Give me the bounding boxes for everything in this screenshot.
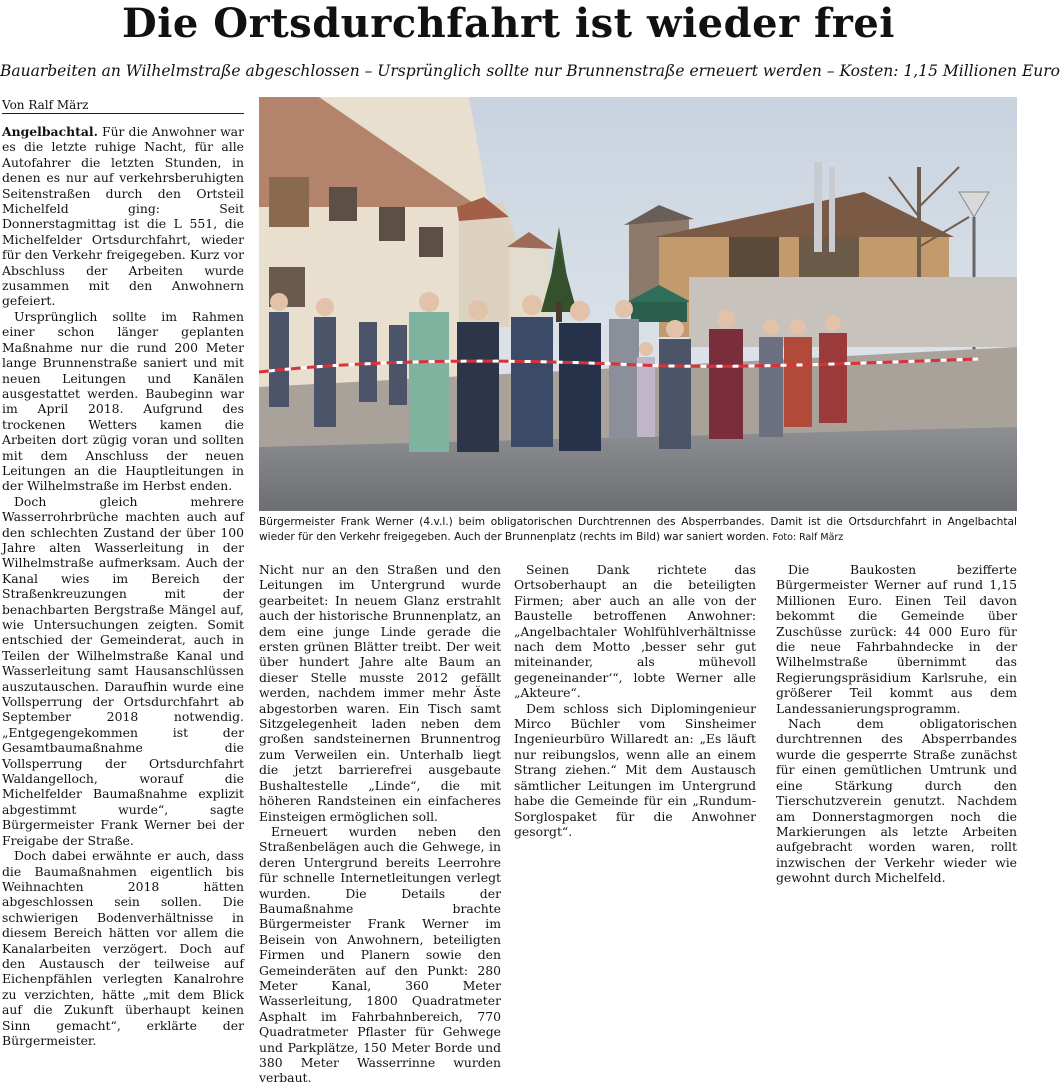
article-paragraph: Die Baukosten bezifferte Bürgermeister Werner auf rund 1,15 Millionen Euro. Einen Teil davon bekommt die Gemeinde über Zuschüsse zurück: 44 000 Euro für die neue Fahrbahndecke in der Wilhelmstraße übernimmt das Regierungspräsidium Karlsruhe, ein größerer Teil kommt aus dem Landessanierungsprogramm. [776, 562, 1017, 716]
article-column-3 [514, 562, 756, 868]
dateline: Angelbachtal. [2, 124, 98, 139]
article-paragraph: Nicht nur an den Straßen und den Leitungen im Untergrund wurde gearbeitet: In neuem Glanz erstrahlt auch der historische Brunnenplatz, an dem eine junge Linde gerade die ersten grünen Blätter treibt. Der weit über hundert Jahre alte Baum an dieser Stelle musste 2012 gefällt werden, nachdem immer mehr Äste abgestorben waren. Ein Tisch samt Sitzgelegenheit laden neben dem großen sandsteinernen Brunnentrog zum Verweilen ein. Unterhalb liegt die jetzt barrierefrei ausgebaute Bushaltestelle „Linde“, die mit höheren Randsteinen ein einfacheres Einsteigen ermöglichen soll. [259, 562, 501, 824]
headline: Die Ortsdurchfahrt ist wieder frei [122, 0, 895, 47]
photo-ribbon-cutting [259, 97, 1017, 511]
article-column-1 [2, 124, 244, 1048]
paragraph-text: Für die Anwohner war es die letzte ruhige Nacht, für alle Autofahrer die letzten Stunden, in denen es nur auf verkehrsberuhigten Seitenstraßen durch den Ortsteil Michelfeld ging: Seit Donnerstagmittag ist die L 551, die Michelfelder Ortsdurchfahrt, wieder für den Verkehr freigegeben. Kurz vor Abschluss der Arbeiten wurde zusammen mit den Anwohnern gefeiert. [2, 124, 244, 309]
byline-divider [2, 113, 244, 114]
article-lead-paragraph [2, 124, 244, 309]
photo-caption [259, 515, 1017, 551]
article-paragraph: Doch gleich mehrere Wasserrohrbrüche machten auch auf den schlechten Zustand der über 100 Jahre alten Wasserleitung in der Wilhelmstraße aufmerksam. Auch der Kanal wies im Bereich der Straßenkreuzungen mit der benachbarten Bergstraße Mängel auf, wie Untersuchungen zeigten. Somit entschied der Gemeinderat, auch in Teilen der Wilhelmstraße Kanal und Wasserleitung samt Hausanschlüssen auszutauschen. Daraufhin wurde eine Vollsperrung der Ortsdurchfahrt ab September 2018 notwendig. „Entgegengekommen ist der Gesamtbaumaßnahme die Vollsperrung der Ortsdurchfahrt Waldangelloch, worauf die Michelfelder Baumaßnahme explizit abgestimmt wurde“, sagte Bürgermeister Frank Werner bei der Freigabe der Straße. [2, 493, 244, 848]
photo-image [259, 97, 1017, 511]
article-paragraph: Dem schloss sich Diplomingenieur Mirco Büchler vom Sinsheimer Ingenieurbüro Willaredt an: „Es läuft nur reibungslos, wenn alle an einem Strang ziehen.“ Mit dem Austausch sämtlicher Leitungen im Untergrund habe die Gemeinde für ein „Rundum-Sorglospaket für die Anwohner gesorgt“. [514, 700, 756, 839]
article-column-2 [259, 562, 501, 1086]
byline: Von Ralf März [2, 98, 89, 112]
article-paragraph: Seinen Dank richtete das Ortsoberhaupt an die beteiligten Firmen; aber auch an alle von der Baustelle betroffenen Anwohner: „Angelbachtaler Wohlfühlverhältnisse nach dem Motto ‚besser sehr gut miteinander, als mühevoll gegeneinander‘“, lobte Werner alle „Akteure“. [514, 562, 756, 701]
article-paragraph: Ursprünglich sollte im Rahmen einer schon länger geplanten Maßnahme nur die rund 200 Meter lange Brunnenstraße saniert und mit neuen Leitungen und Kanälen ausgestattet werden. Baubeginn war im April 2018. Aufgrund des trockenen Wetters kamen die Arbeiten dort zügig voran und sollten mit dem Anschluss der neuen Leitungen an die Hauptleitungen in der Wilhelmstraße im Herbst enden. [2, 308, 244, 494]
article-paragraph: Doch dabei erwähnte er auch, dass die Baumaßnahmen eigentlich bis Weihnachten 2018 hätten abgeschlossen sein sollen. Die schwierigen Bodenverhältnisse in diesem Bereich hätten vor allem die Kanalarbeiten verzögert. Doch auf den Austausch der teilweise auf Eichenpfählen verlegten Kanalrohre zu verzichten, hätte „mit dem Blick auf die Zukunft überhaupt keinen Sinn gemacht“, erklärte der Bürgermeister. [2, 848, 244, 1048]
article-paragraph: Nach dem obligatorischen durchtrennen des Absperrbandes wurde die gesperrte Straße zunächst für einen gemütlichen Umtrunk und eine Stärkung durch den Tierschutzverein genutzt. Nachdem am Donnerstagmorgen noch die Markierungen als letzte Arbeiten aufgebracht worden waren, rollt inzwischen der Verkehr wieder wie gewohnt durch Michelfeld. [776, 716, 1017, 886]
photo-credit: Foto: Ralf März [772, 531, 844, 543]
article-column-4 [776, 562, 1017, 886]
article-paragraph: Erneuert wurden neben den Straßenbelägen auch die Gehwege, in deren Untergrund bereits Leerrohre für schnelle Internetleitungen verlegt wurden. Die Details der Baumaßnahme brachte Bürgermeister Frank Werner im Beisein von Anwohnern, beteiligten Firmen und Planern sowie den Gemeinderäten auf den Punkt: 280 Meter Kanal, 360 Meter Wasserleitung, 1800 Quadratmeter Asphalt im Fahrbahnbereich, 770 Quadratmeter Pflaster für Gehwege und Parkplätze, 150 Meter Borde und 380 Meter Wasserrinne wurden verbaut. [259, 823, 501, 1086]
subheadline: Bauarbeiten an Wilhelmstraße abgeschlossen – Ursprünglich sollte nur Brunnenstraße erneuert werden – Kosten: 1,15 Millionen Euro [0, 62, 1060, 80]
caption-text: Bürgermeister Frank Werner (4.v.l.) beim obligatorischen Durchtrennen des Absperrbandes. Damit ist die Ortsdurchfahrt in Angelbachtal wieder für den Verkehr freigegeben. Auch der Brunnenplatz (rechts im Bild) war saniert worden. [259, 516, 1017, 543]
